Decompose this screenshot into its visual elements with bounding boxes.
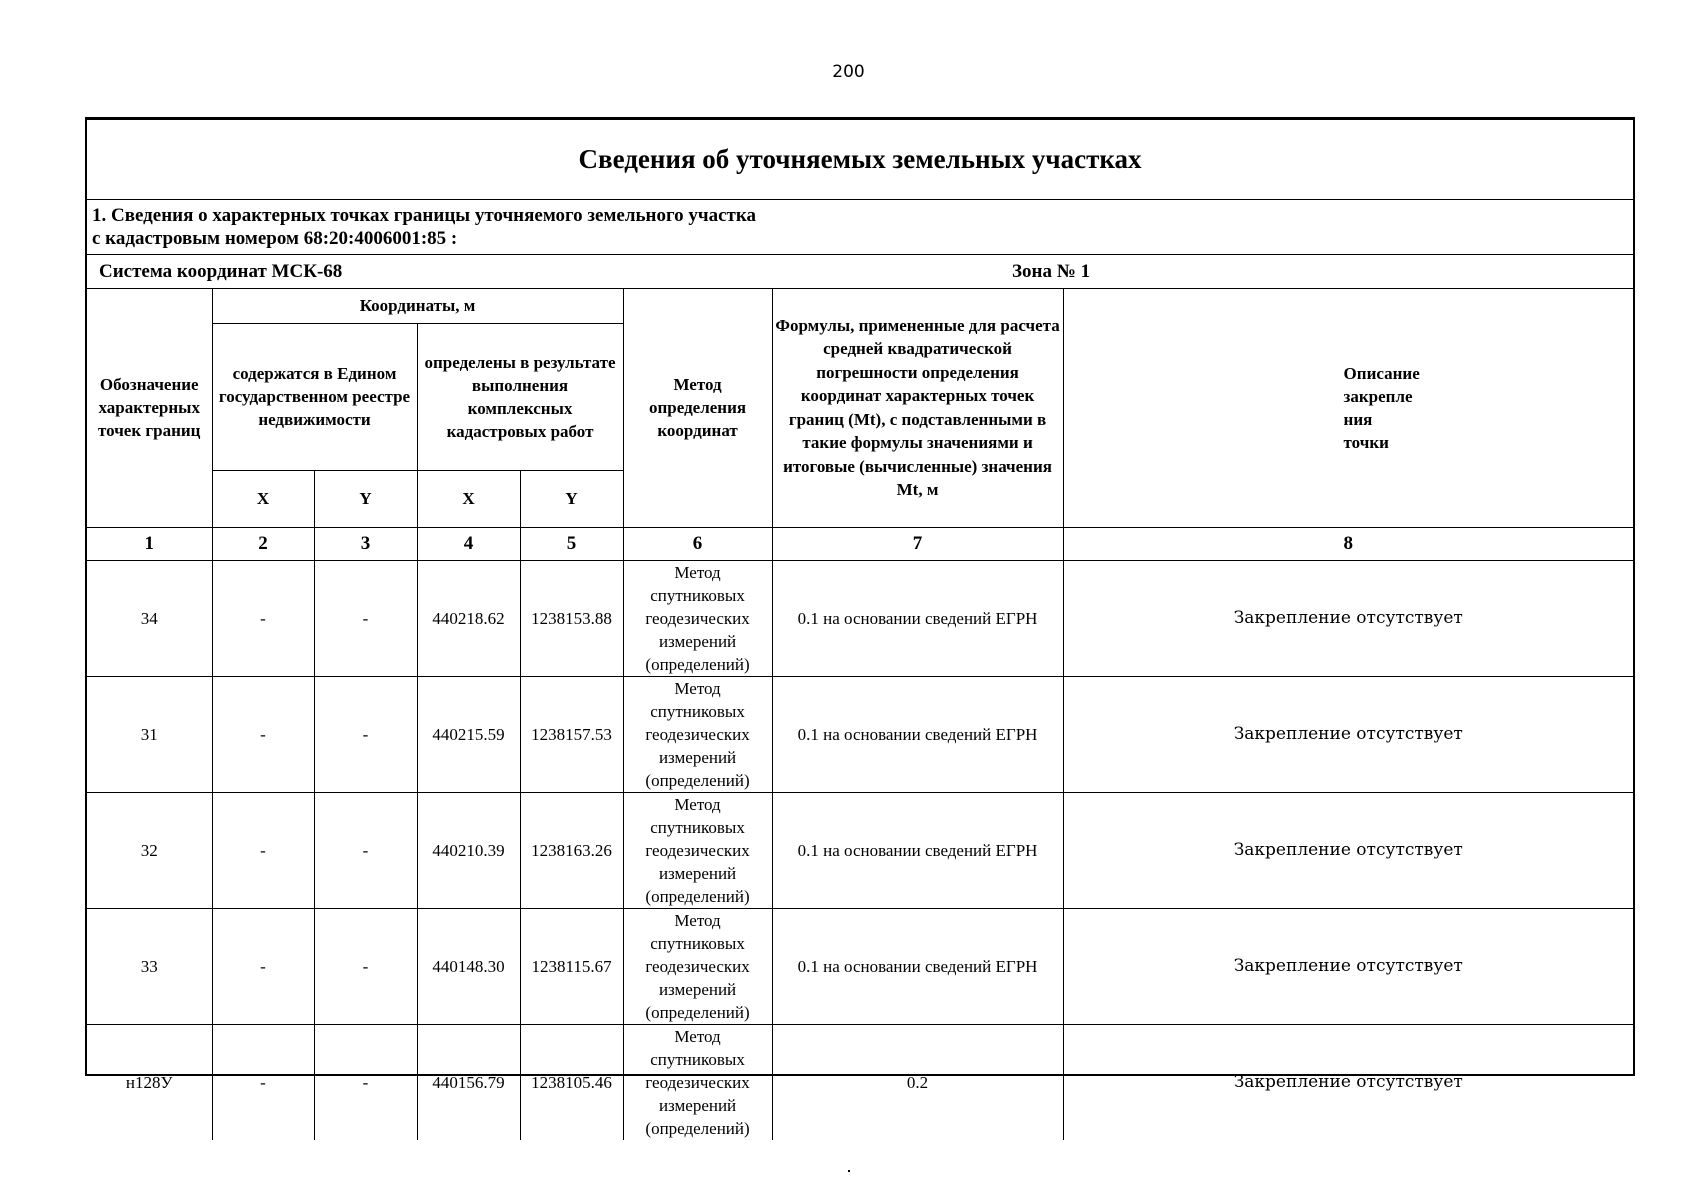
point-designation: 32 [87,792,212,908]
section-heading-line2: с кадастровым номером 68:20:4006001:85 : [92,228,458,249]
coord-x: 440210.39 [417,792,520,908]
coord-y: 1238105.46 [520,1024,623,1140]
mt-value: 0.1 на основании сведений ЕГРН [772,908,1063,1024]
point-description: Закрепление отсутствует [1063,560,1633,676]
egrn-x: - [212,676,314,792]
column-numbers-row [87,527,1633,560]
column-number: 5 [520,527,623,560]
document-title: Сведения об уточняемых земельных участках [87,120,1633,200]
zone-label: Зона № 1 [1012,261,1091,282]
header-formulas: Формулы, примененные для расчета средней квадратической погрешности определения координат характерных точек границ (Mt), с подставленными в такие формулы значениями и итоговые (вычисленные) значения Mt, м [772,289,1063,527]
points-table [87,289,1633,1140]
egrn-y: - [314,1024,417,1140]
table-row [87,1024,1633,1140]
header-description: Описание закрепле ния точки [1063,289,1633,527]
coord-y: 1238115.67 [520,908,623,1024]
egrn-y: - [314,676,417,792]
egrn-x: - [212,1024,314,1140]
coordinate-system: Система координат МСК-68 [99,261,343,282]
page-number: 200 [832,62,865,82]
header-cadastral: определены в результате выполнения комплексных кадастровых работ [417,323,623,470]
coord-x: 440218.62 [417,560,520,676]
coordinate-system-row [87,255,1633,289]
page-dot [848,1170,850,1172]
mt-value: 0.2 [772,1024,1063,1140]
table-row [87,908,1633,1024]
egrn-x: - [212,908,314,1024]
coord-y: 1238163.26 [520,792,623,908]
point-designation: 31 [87,676,212,792]
column-number: 4 [417,527,520,560]
header-egrn: содержатся в Едином государственном реестре недвижимости [212,323,417,470]
coord-x: 440148.30 [417,908,520,1024]
point-description: Закрепление отсутствует [1063,1024,1633,1140]
point-designation: н128У [87,1024,212,1140]
mt-value: 0.1 на основании сведений ЕГРН [772,676,1063,792]
header-coordinates: Координаты, м [212,289,623,323]
point-designation: 33 [87,908,212,1024]
document-frame [85,117,1635,1138]
header-egrn-y: Y [314,470,417,527]
egrn-y: - [314,908,417,1024]
column-number: 3 [314,527,417,560]
method: Метод спутниковых геодезических измерений (определений) [623,792,772,908]
method: Метод спутниковых геодезических измерений (определений) [623,560,772,676]
egrn-x: - [212,560,314,676]
header-cad-x: X [417,470,520,527]
point-description: Закрепление отсутствует [1063,908,1633,1024]
header-egrn-x: X [212,470,314,527]
table-row [87,792,1633,908]
mt-value: 0.1 на основании сведений ЕГРН [772,792,1063,908]
header-designation: Обозначение характерных точек границ [87,289,212,527]
column-number: 1 [87,527,212,560]
header-cad-y: Y [520,470,623,527]
point-description: Закрепление отсутствует [1063,676,1633,792]
point-description: Закрепление отсутствует [1063,792,1633,908]
table-row [87,560,1633,676]
coord-y: 1238157.53 [520,676,623,792]
egrn-x: - [212,792,314,908]
coord-x: 440215.59 [417,676,520,792]
coord-y: 1238153.88 [520,560,623,676]
column-number: 8 [1063,527,1633,560]
table-row [87,676,1633,792]
egrn-y: - [314,560,417,676]
method: Метод спутниковых геодезических измерений (определений) [623,908,772,1024]
section-heading-line1: 1. Сведения о характерных точках границы уточняемого земельного участка [92,205,757,226]
egrn-y: - [314,792,417,908]
method: Метод спутниковых геодезических измерений (определений) [623,1024,772,1140]
method: Метод спутниковых геодезических измерений (определений) [623,676,772,792]
section-heading [87,200,1633,255]
column-number: 6 [623,527,772,560]
coord-x: 440156.79 [417,1024,520,1140]
column-number: 7 [772,527,1063,560]
header-method: Метод определения координат [623,289,772,527]
column-number: 2 [212,527,314,560]
mt-value: 0.1 на основании сведений ЕГРН [772,560,1063,676]
point-designation: 34 [87,560,212,676]
